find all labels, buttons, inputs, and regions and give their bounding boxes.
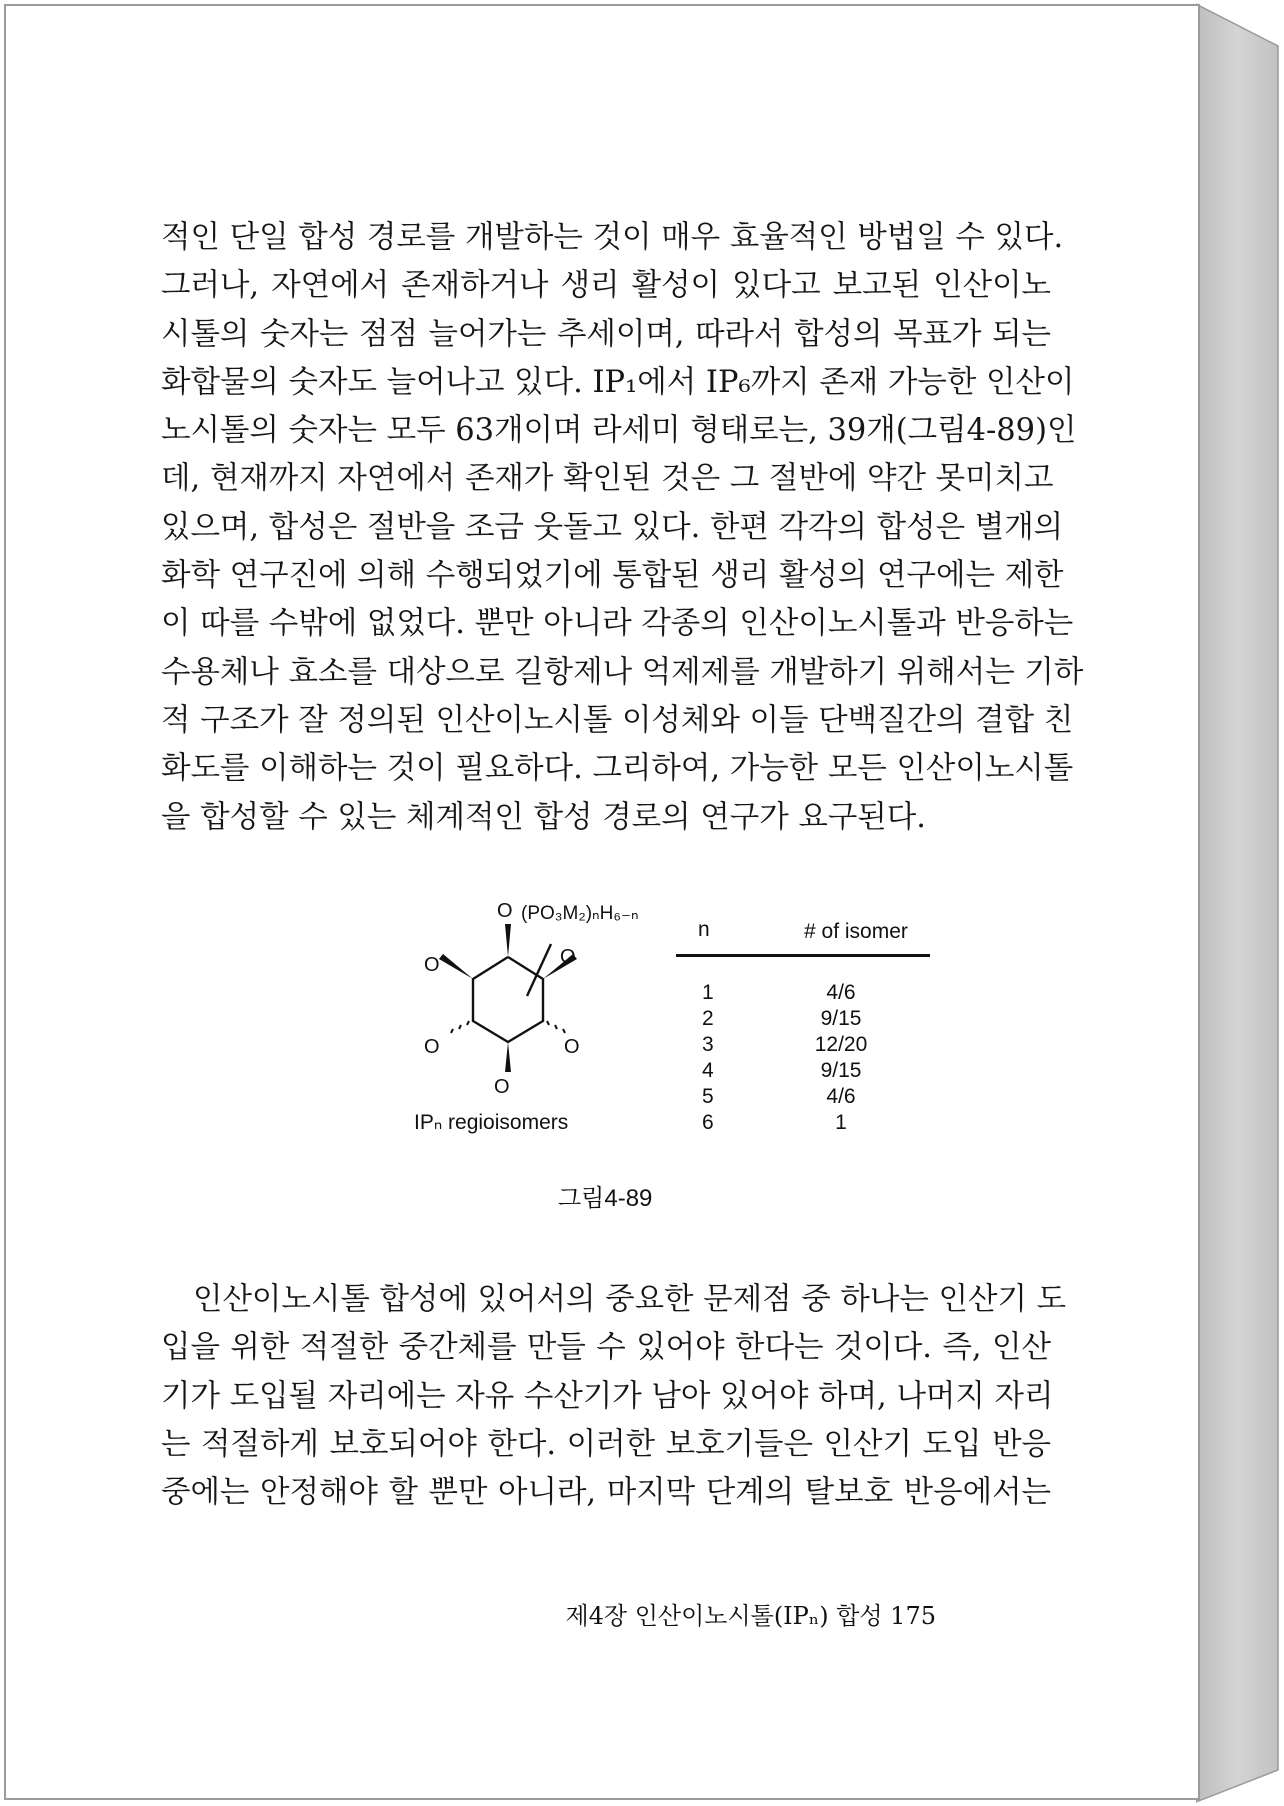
table-row (676, 1110, 930, 1136)
text-line: 화합물의 숫자도 늘어나고 있다. IP₁에서 IP₆까지 존재 가능한 인산이 (161, 364, 1075, 400)
oxygen-atom-top: O (497, 900, 513, 922)
text-line: 을 합성할 수 있는 체계적인 합성 경로의 연구가 요구된다. (161, 799, 926, 835)
table-row (676, 980, 930, 1006)
structure-caption: IPₙ regioisomers (414, 1111, 569, 1134)
cell-isomers: 9/15 (820, 1059, 862, 1082)
oxygen-atom-upper-right: O (560, 946, 576, 968)
body-paragraph-2 (161, 1276, 1067, 1517)
figure-4-89 (156, 886, 1056, 1206)
substituent-label: (PO₃M₂)ₙH₆₋ₙ (521, 903, 639, 924)
text-line: 이 따를 수밖에 없었다. 뿐만 아니라 각종의 인산이노시톨과 반응하는 (161, 606, 1074, 642)
text-line: 그러나, 자연에서 존재하거나 생리 활성이 있다고 보고된 인산이노 (161, 268, 1051, 304)
figure-caption: 그림4-89 (558, 1185, 653, 1212)
cell-isomers: 4/6 (826, 981, 856, 1004)
column-header-isomer: # of isomer (804, 920, 908, 943)
cell-isomers: 12/20 (814, 1033, 868, 1056)
text-line: 적 구조가 잘 정의된 인산이노시톨 이성체와 이들 단백질간의 결합 친 (161, 702, 1074, 738)
table-rule (676, 954, 930, 957)
text-line: 화도를 이해하는 것이 필요하다. 그리하여, 가능한 모든 인산이노시톨 (161, 751, 1074, 787)
text-line: 시톨의 숫자는 점점 늘어가는 추세이며, 따라서 합성의 목표가 되는 (161, 316, 1051, 352)
isomer-count-table (676, 916, 996, 1134)
body-paragraph-1 (161, 214, 1084, 842)
cell-isomers: 4/6 (826, 1085, 856, 1108)
text-line: 입을 위한 적절한 중간체를 만들 수 있어야 한다는 것이다. 즉, 인산 (161, 1330, 1051, 1366)
table-row (676, 1058, 930, 1084)
book-spine (1196, 0, 1284, 1806)
text-line: 노시톨의 숫자는 모두 63개이며 라세미 형태로는, 39개(그림4-89)인 (161, 413, 1077, 449)
cell-n: 4 (702, 1059, 714, 1082)
table-row (676, 1032, 930, 1058)
text-line: 화학 연구진에 의해 수행되었기에 통합된 생리 활성의 연구에는 제한 (161, 558, 1064, 594)
page-footer: 제4장 인산이노시톨(IPₙ) 합성 175 (565, 1602, 936, 1630)
text-line: 데, 현재까지 자연에서 존재가 확인된 것은 그 절반에 약간 못미치고 (161, 461, 1054, 497)
cell-isomers: 1 (835, 1111, 847, 1134)
text-line: 는 적절하게 보호되어야 한다. 이러한 보호기들은 인산기 도입 반응 (161, 1426, 1051, 1462)
text-line: 기가 도입될 자리에는 자유 수산기가 남아 있어야 하며, 나머지 자리 (161, 1378, 1054, 1414)
oxygen-atom-lower-left: O (424, 1036, 440, 1058)
table-row (676, 1084, 930, 1110)
cell-n: 1 (702, 981, 714, 1004)
text-line: 있으며, 합성은 절반을 조금 웃돌고 있다. 한편 각각의 합성은 별개의 (161, 509, 1064, 545)
cell-n: 3 (702, 1033, 714, 1056)
column-header-n: n (698, 918, 710, 941)
inositol-ring-structure (291, 904, 571, 1144)
cell-isomers: 9/15 (820, 1007, 862, 1030)
table-row (676, 1006, 930, 1032)
cell-n: 2 (702, 1007, 714, 1030)
table-header (676, 916, 996, 950)
cell-n: 6 (702, 1111, 714, 1134)
book-page (4, 4, 1200, 1800)
oxygen-atom-bottom: O (494, 1076, 510, 1098)
text-line: 적인 단일 합성 경로를 개발하는 것이 매우 효율적인 방법일 수 있다. (161, 220, 1064, 255)
cell-n: 5 (702, 1085, 714, 1108)
oxygen-atom-upper-left: O (424, 954, 440, 976)
text-line: 수용체나 효소를 대상으로 길항제나 억제제를 개발하기 위해서는 기하 (161, 654, 1084, 690)
oxygen-atom-lower-right: O (564, 1036, 580, 1058)
text-line: 중에는 안정해야 할 뿐만 아니라, 마지막 단계의 탈보호 반응에서는 (161, 1475, 1051, 1511)
text-line: 인산이노시톨 합성에 있어서의 중요한 문제점 중 하나는 인산기 도 (193, 1282, 1067, 1317)
